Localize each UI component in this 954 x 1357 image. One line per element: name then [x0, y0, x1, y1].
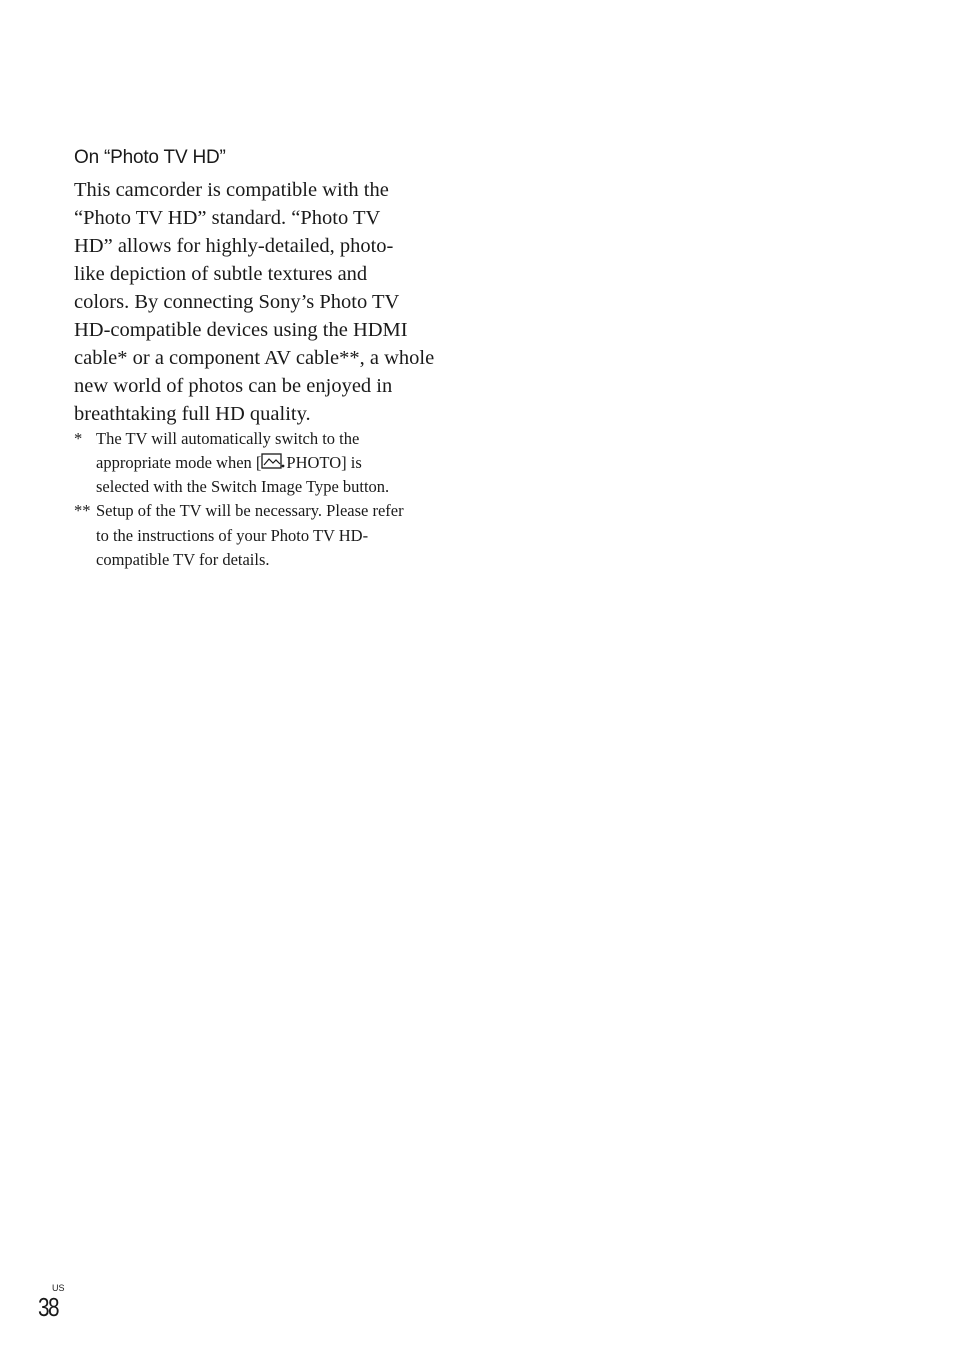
footnote-text: The TV will automatically switch to the — [96, 429, 360, 448]
body-line: new world of photos can be enjoyed in — [74, 375, 393, 397]
footnote-line — [74, 548, 454, 572]
footnote-text: compatible TV for details. — [96, 550, 270, 569]
footnote-marker: * — [74, 429, 83, 448]
body-line: This camcorder is compatible with the — [74, 179, 389, 201]
photo-icon — [261, 453, 285, 470]
body-line: HD-compatible devices using the HDMI — [74, 319, 408, 341]
body-line: breathtaking full HD quality. — [74, 403, 311, 425]
footnote-text-with-icon — [96, 451, 362, 475]
body-line: like depiction of subtle textures and — [74, 263, 368, 285]
footnote-text: appropriate mode when [ — [96, 453, 262, 472]
page-number: 38 — [38, 1292, 58, 1322]
footnote-line — [74, 451, 454, 475]
footnote-text: Setup of the TV will be necessary. Please refer — [96, 501, 404, 520]
footnote-line — [74, 427, 454, 451]
footnote-line — [74, 524, 454, 548]
footnote-text: to the instructions of your Photo TV HD- — [96, 526, 369, 545]
body-line: colors. By connecting Sony’s Photo TV — [74, 291, 400, 313]
section-heading: On “Photo TV HD” — [74, 147, 226, 168]
body-line: cable* or a component AV cable**, a whole — [74, 347, 435, 369]
region-code: US — [52, 1283, 65, 1293]
body-line: “Photo TV HD” standard. “Photo TV — [74, 207, 381, 229]
footnote-text: PHOTO] is — [286, 453, 362, 472]
footnote-text: selected with the Switch Image Type button. — [96, 477, 390, 496]
footnote-line — [74, 475, 454, 499]
footnote-line — [74, 499, 454, 523]
footnote-marker: ** — [74, 501, 91, 520]
body-line: HD” allows for highly-detailed, photo- — [74, 235, 394, 257]
